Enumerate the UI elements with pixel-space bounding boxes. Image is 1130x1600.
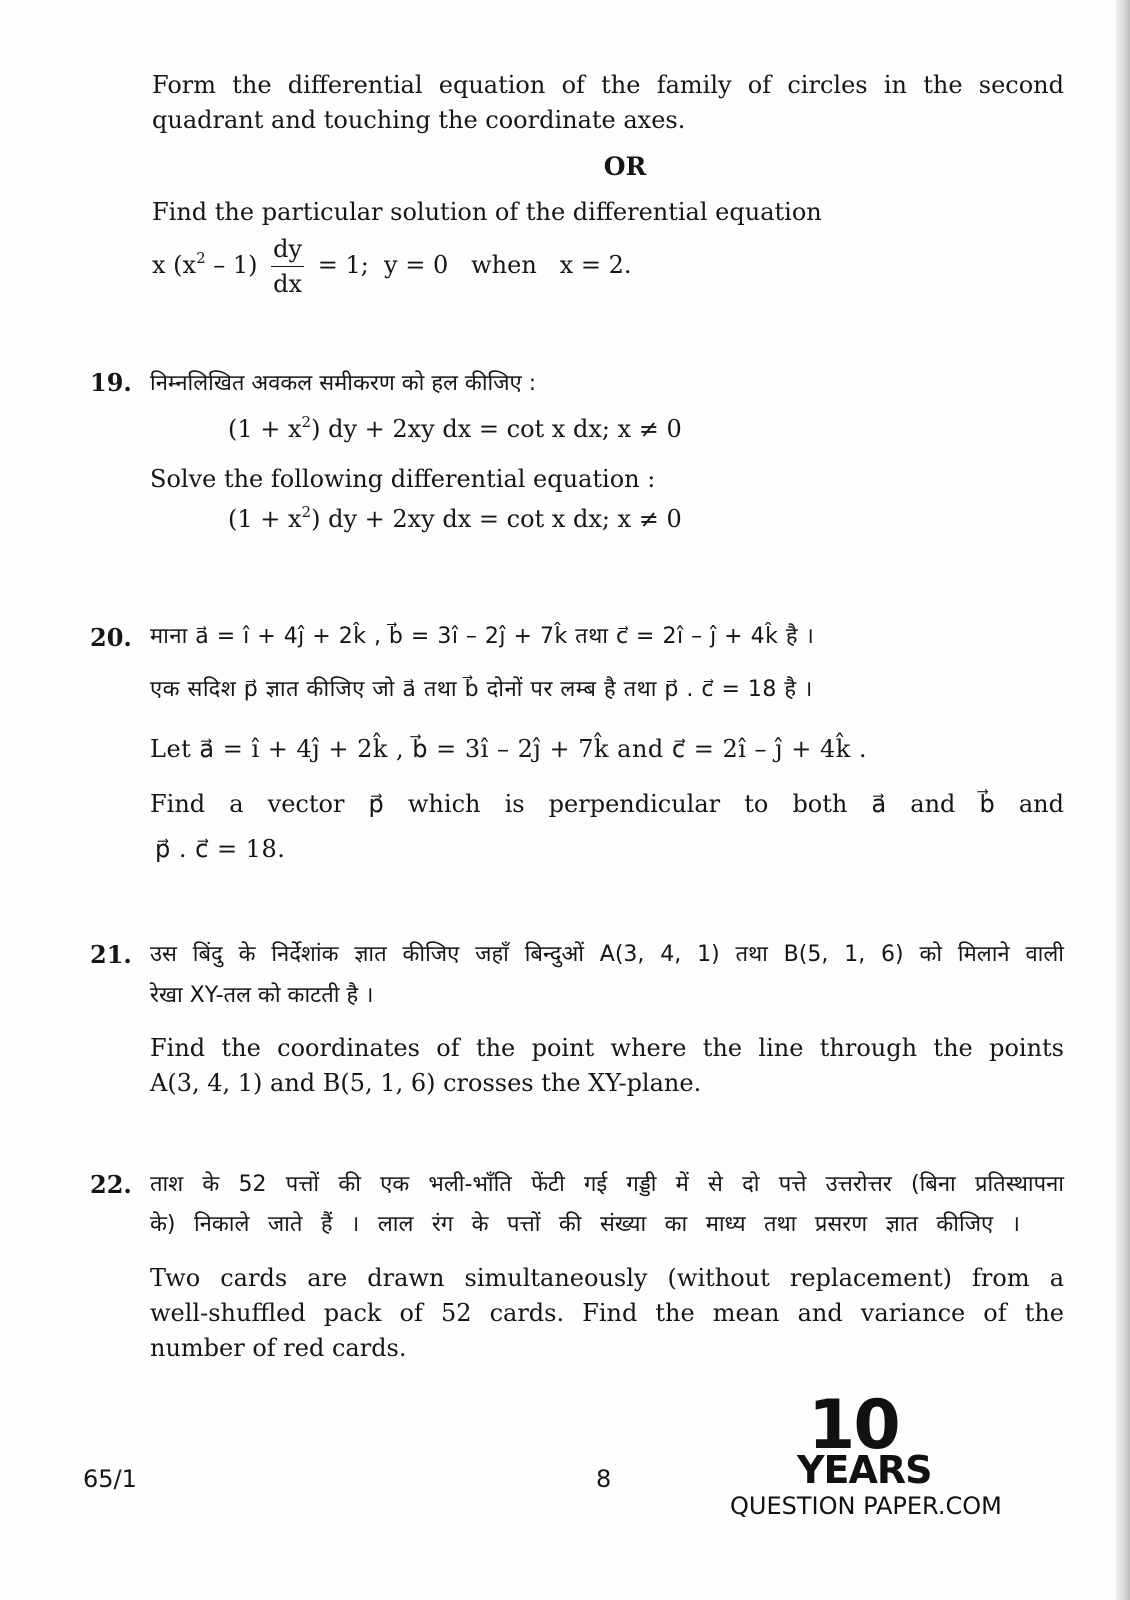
q20-hindi-line2: एक सदिश p⃗ ज्ञात कीजिए जो a⃗ तथा b⃗ दोनों पर लम्ब है तथा p⃗ . c⃗ = 18 है ।: [150, 677, 813, 702]
q21-english-line1: Find the coordinates of the point where the line through the points: [150, 1034, 1064, 1062]
q22-english-line2: well-shuffled pack of 52 cards. Find the mean and variance of the: [150, 1299, 1064, 1327]
q18-alt-text: Find the particular solution of the differential equation: [152, 198, 822, 226]
logo-years: YEARS: [797, 1448, 932, 1492]
q19-english-text: Solve the following differential equation :: [150, 465, 656, 493]
q22-english-line1: Two cards are drawn simultaneously (without replacement) from a: [150, 1264, 1064, 1292]
q22-hindi-line1: ताश के 52 पत्तों की एक भली-भाँति फेंटी गई गड्डी में से दो पत्ते उत्तरोत्तर (बिना प्रतिस्थापना: [150, 1172, 1064, 1197]
q20-english-line1: Let a⃗ = î + 4ĵ + 2k̂ , b⃗ = 3î – 2ĵ + 7k̂ and c⃗ = 2î – ĵ + 4k̂ .: [150, 735, 868, 763]
question-number-20: 20.: [90, 623, 132, 652]
q20-english-line2: Find a vector p⃗ which is perpendicular to both a⃗ and b⃗ and: [150, 790, 1064, 818]
q21-english-line2: A(3, 4, 1) and B(5, 1, 6) crosses the XY-plane.: [150, 1069, 702, 1097]
q18-text-line1: Form the differential equation of the family of circles in the second: [152, 71, 1064, 99]
question-number-21: 21.: [90, 940, 132, 969]
q19-equation-hindi: $(1 + x^2)$ dy + 2xy dx = cot x dx; x ≠ 0: [228, 413, 682, 443]
question-number-22: 22.: [90, 1170, 132, 1199]
q18-text-line2: quadrant and touching the coordinate axes.: [152, 106, 686, 134]
q22-english-line3: number of red cards.: [150, 1334, 407, 1362]
paper-code: 65/1: [83, 1465, 137, 1493]
page-number: 8: [596, 1465, 612, 1493]
q22-hindi-line2: के) निकाले जाते हैं । लाल रंग के पत्तों की संख्या का माध्य तथा प्रसरण ज्ञात कीजिए ।: [150, 1212, 1020, 1237]
q21-hindi-line2: रेखा XY-तल को काटती है ।: [150, 983, 374, 1008]
page-edge-shadow: [1116, 0, 1130, 1600]
logo-site-name: QUESTION PAPER.COM: [730, 1492, 1002, 1520]
q18-equation: x $(x^2 - 1)$ $\frac{dy}{dx}$ = 1; y = 0 when x = 2.: [152, 232, 631, 301]
q20-hindi-line1: माना a⃗ = î + 4ĵ + 2k̂ , b⃗ = 3î – 2ĵ + 7k̂ तथा c⃗ = 2î – ĵ + 4k̂ है ।: [150, 624, 815, 649]
q19-hindi-text: निम्नलिखित अवकल समीकरण को हल कीजिए :: [150, 371, 537, 396]
or-separator: OR: [603, 152, 647, 181]
q19-equation-english: $(1 + x^2)$ dy + 2xy dx = cot x dx; x ≠ 0: [228, 503, 682, 533]
q20-english-line3: p⃗ . c⃗ = 18.: [155, 835, 286, 863]
dy-dx-fraction: $\frac{dy}{dx}$: [271, 232, 304, 301]
question-number-19: 19.: [90, 368, 132, 397]
logo-number: 10: [808, 1386, 899, 1465]
q21-hindi-line1: उस बिंदु के निर्देशांक ज्ञात कीजिए जहाँ बिन्दुओं A(3, 4, 1) तथा B(5, 1, 6) को मिलाने वाली: [150, 942, 1064, 967]
